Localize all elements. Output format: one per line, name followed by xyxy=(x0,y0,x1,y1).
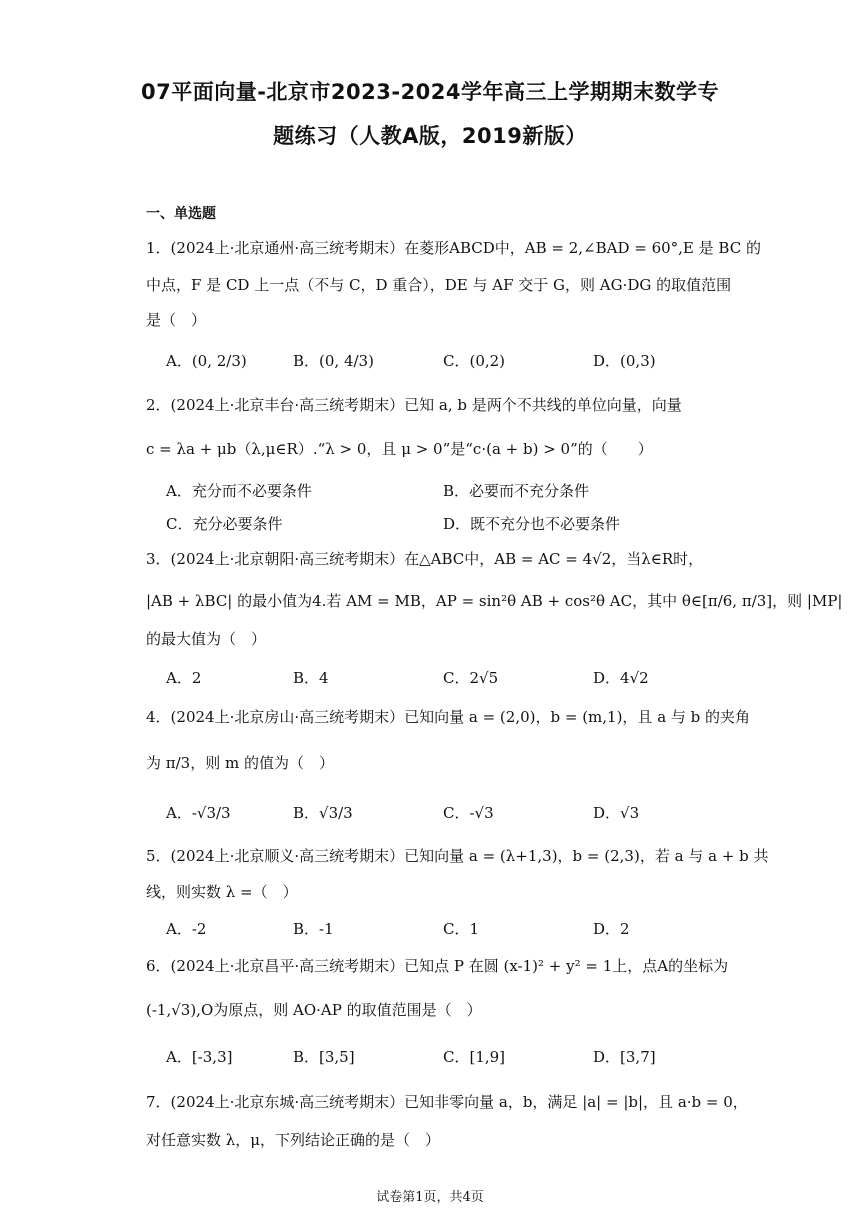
q6-option-c[interactable]: C．[1,9] xyxy=(443,1048,506,1066)
q2-option-c[interactable]: C．充分必要条件 xyxy=(166,515,283,533)
section-heading: 一、单选题 xyxy=(146,206,216,222)
q6-option-d[interactable]: D．[3,7] xyxy=(593,1048,656,1066)
q2-option-d[interactable]: D．既不充分也不必要条件 xyxy=(443,515,621,533)
doc-title-line-1: 07平面向量-北京市2023-2024学年高三上学期期末数学专 xyxy=(140,80,720,104)
q3-option-c[interactable]: C．2√5 xyxy=(443,669,499,687)
q7-line-2: 对任意实数 λ，μ，下列结论正确的是（ ） xyxy=(146,1131,441,1149)
q6-option-a[interactable]: A．[-3,3] xyxy=(166,1048,233,1066)
q4-line-1: 4．(2024上·北京房山·高三统考期末）已知向量 a = (2,0)，b = (m,1)，且 a 与 b 的夹角 xyxy=(146,708,751,726)
q5-option-b[interactable]: B．-1 xyxy=(293,920,334,938)
q1-option-a[interactable]: A．(0, 2/3) xyxy=(166,352,247,370)
q6-option-b[interactable]: B．[3,5] xyxy=(293,1048,355,1066)
q5-option-a[interactable]: A．-2 xyxy=(166,920,207,938)
q4-option-d[interactable]: D．√3 xyxy=(593,804,640,822)
q4-option-c[interactable]: C．-√3 xyxy=(443,804,494,822)
doc-title-line-2: 题练习（人教A版，2019新版） xyxy=(273,124,587,148)
q5-option-c[interactable]: C．1 xyxy=(443,920,480,938)
q5-line-2: 线，则实数 λ =（ ） xyxy=(146,883,298,901)
q3-line-1: 3．(2024上·北京朝阳·高三统考期末）在△ABC中，AB = AC = 4√2，当λ∈R时， xyxy=(146,550,704,568)
q6-line-2: (-1,√3),O为原点，则 AO·AP 的取值范围是（ ） xyxy=(146,1001,482,1019)
q7-line-1: 7．(2024上·北京东城·高三统考期末）已知非零向量 a，b，满足 |a| = |b|，且 a·b = 0， xyxy=(146,1093,748,1111)
q2-option-a[interactable]: A．充分而不必要条件 xyxy=(166,482,312,500)
q3-line-3: 的最大值为（ ） xyxy=(146,630,267,648)
q3-option-b[interactable]: B．4 xyxy=(293,669,329,687)
q3-line-2: |AB + λBC| 的最小值为4.若 AM = MB，AP = sin²θ AB + cos²θ AC，其中 θ∈[π/6, π/3]，则 |MP| xyxy=(146,592,843,610)
q3-option-a[interactable]: A．2 xyxy=(166,669,202,687)
q2-option-b[interactable]: B．必要而不充分条件 xyxy=(443,482,590,500)
q1-option-b[interactable]: B．(0, 4/3) xyxy=(293,352,374,370)
q4-option-b[interactable]: B．√3/3 xyxy=(293,804,353,822)
q4-option-a[interactable]: A．-√3/3 xyxy=(166,804,231,822)
q2-line-2: c = λa + μb（λ,μ∈R）.“λ > 0，且 μ > 0”是“c·(a + b) > 0”的（ ） xyxy=(146,440,653,458)
q1-line-2: 中点，F 是 CD 上一点（不与 C，D 重合），DE 与 AF 交于 G，则 AG·DG 的取值范围 xyxy=(146,276,732,294)
q1-option-d[interactable]: D．(0,3) xyxy=(593,352,656,370)
q1-option-c[interactable]: C．(0,2) xyxy=(443,352,506,370)
q1-line-3: 是（ ） xyxy=(146,311,207,329)
q3-option-d[interactable]: D．4√2 xyxy=(593,669,649,687)
q4-line-2: 为 π/3，则 m 的值为（ ） xyxy=(146,754,334,772)
q2-line-1: 2．(2024上·北京丰台·高三统考期末）已知 a, b 是两个不共线的单位向量，向量 xyxy=(146,396,682,414)
q5-option-d[interactable]: D．2 xyxy=(593,920,630,938)
q1-line-1: 1．(2024上·北京通州·高三统考期末）在菱形ABCD中，AB = 2,∠BAD = 60°,E 是 BC 的 xyxy=(146,239,761,257)
q6-line-1: 6．(2024上·北京昌平·高三统考期末）已知点 P 在圆 (x-1)² + y² = 1上，点A的坐标为 xyxy=(146,957,729,975)
q5-line-1: 5．(2024上·北京顺义·高三统考期末）已知向量 a = (λ+1,3)，b = (2,3)，若 a 与 a + b 共 xyxy=(146,847,769,865)
page-footer: 试卷第1页，共4页 xyxy=(376,1190,484,1205)
